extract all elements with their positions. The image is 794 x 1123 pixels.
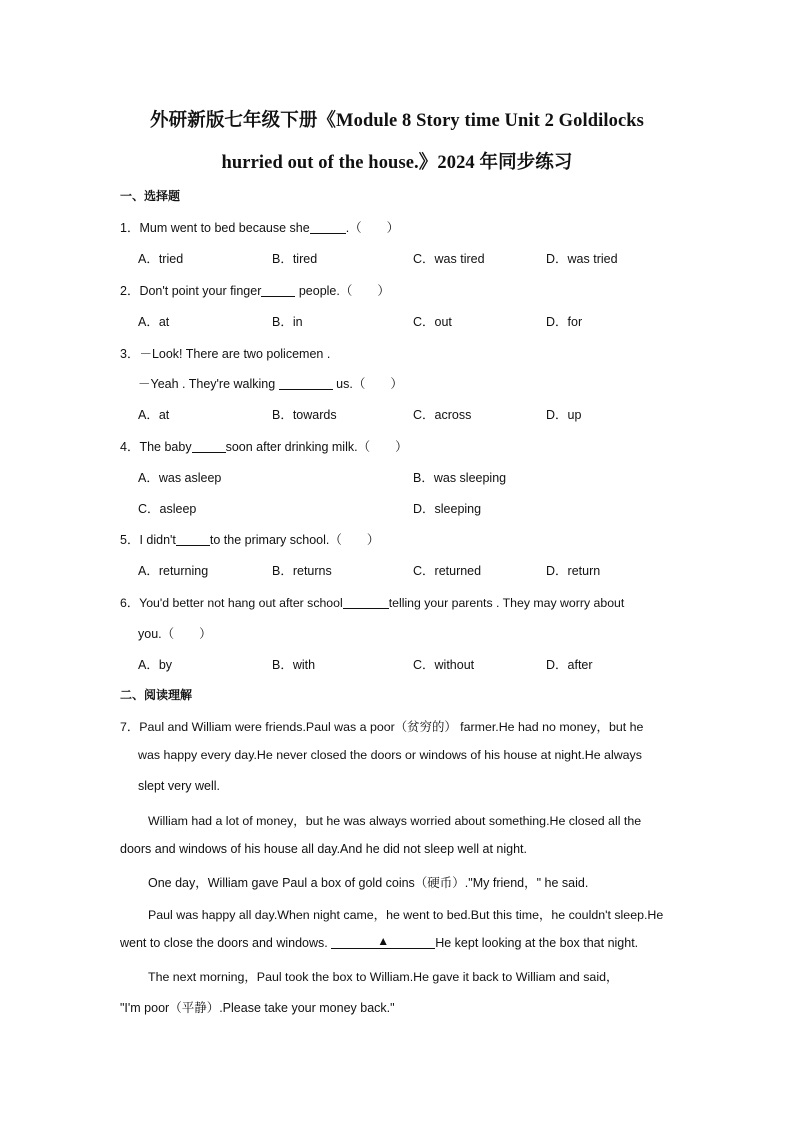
- triangle-marker-icon: ▲: [377, 934, 390, 948]
- question-1-tail: .（ ）: [345, 221, 400, 235]
- answer-blank: [279, 377, 333, 390]
- passage-line: doors and windows of his house all day.And he did not sleep well at night.: [120, 842, 527, 856]
- passage-text: He kept looking at the box that night.: [435, 936, 639, 950]
- option-c[interactable]: C．without: [413, 658, 475, 672]
- answer-blank: [331, 936, 435, 949]
- option-c[interactable]: C．across: [413, 408, 472, 422]
- question-6-text: 6．You'd better not hang out after school: [120, 596, 343, 610]
- question-5: [120, 530, 379, 548]
- page-title-line-2: hurried out of the house.》2024 年同步练习: [221, 153, 573, 173]
- option-b[interactable]: B．returns: [272, 564, 332, 578]
- option-c[interactable]: C．was tired: [413, 252, 485, 266]
- question-3-line-2: [138, 374, 403, 392]
- option-a[interactable]: A．at: [138, 408, 170, 422]
- answer-blank: [310, 221, 346, 234]
- passage-line: The next morning，Paul took the box to William.He gave it back to William and said，: [148, 970, 619, 984]
- option-c[interactable]: C．asleep: [138, 502, 197, 516]
- passage-line: was happy every day.He never closed the doors or windows of his house at night.He always: [138, 748, 642, 762]
- passage-line: [120, 936, 638, 950]
- page-title-line-1: 外研新版七年级下册《Module 8 Story time Unit 2 Goldilocks: [150, 111, 644, 131]
- question-3-line-1: 3．－Look! There are two policemen .: [120, 347, 331, 361]
- answer-blank: [192, 440, 226, 453]
- question-2: [120, 281, 390, 299]
- question-5-text: 5．I didn't: [120, 533, 176, 547]
- question-4-tail: soon after drinking milk.（ ）: [225, 440, 408, 454]
- question-6: [120, 593, 624, 611]
- option-a[interactable]: A．was asleep: [138, 471, 222, 485]
- option-c[interactable]: C．out: [413, 315, 452, 329]
- section-heading-reading: 二、阅读理解: [120, 688, 193, 702]
- question-4: [120, 437, 408, 455]
- question-2-text: 2．Don't point your finger: [120, 284, 262, 298]
- question-5-tail: to the primary school.（ ）: [209, 533, 380, 547]
- option-c[interactable]: C．returned: [413, 564, 482, 578]
- option-d[interactable]: D．return: [546, 564, 601, 578]
- option-b[interactable]: B．in: [272, 315, 303, 329]
- passage-text: went to close the doors and windows.: [120, 936, 332, 950]
- option-b[interactable]: B．tired: [272, 252, 318, 266]
- passage-line: "I'm poor（平静）.Please take your money back.": [120, 1001, 395, 1015]
- question-6-line-2: you.（ ）: [138, 627, 212, 641]
- passage-line: One day，William gave Paul a box of gold coins（硬币）."My friend，" he said.: [148, 876, 589, 890]
- passage-line: William had a lot of money，but he was always worried about something.He closed all the: [148, 814, 642, 828]
- option-d[interactable]: D．was tried: [546, 252, 618, 266]
- question-3-text: －Yeah . They're walking: [138, 377, 279, 391]
- question-2-tail: people.（ ）: [295, 284, 390, 298]
- option-d[interactable]: D．sleeping: [413, 502, 482, 516]
- option-d[interactable]: D．up: [546, 408, 582, 422]
- question-4-text: 4．The baby: [120, 440, 192, 454]
- option-d[interactable]: D．for: [546, 315, 583, 329]
- option-b[interactable]: B．with: [272, 658, 316, 672]
- option-d[interactable]: D．after: [546, 658, 593, 672]
- question-1: [120, 218, 399, 236]
- section-heading-choice: 一、选择题: [120, 189, 181, 203]
- answer-blank: [343, 596, 389, 609]
- question-1-text: 1．Mum went to bed because she: [120, 221, 310, 235]
- passage-line: slept very well.: [138, 779, 220, 793]
- option-a[interactable]: A．by: [138, 658, 173, 672]
- option-b[interactable]: B．was sleeping: [413, 471, 507, 485]
- passage-line: Paul was happy all day.When night came，he went to bed.But this time，he couldn't sleep.He: [148, 908, 664, 922]
- option-a[interactable]: A．returning: [138, 564, 209, 578]
- option-a[interactable]: A．tried: [138, 252, 184, 266]
- question-3-tail: us.（ ）: [332, 377, 403, 391]
- answer-blank: [261, 284, 295, 297]
- option-b[interactable]: B．towards: [272, 408, 337, 422]
- passage-line: 7．Paul and William were friends.Paul was a poor（贫穷的） farmer.He had no money，but he: [120, 720, 644, 734]
- answer-blank: [176, 533, 210, 546]
- option-a[interactable]: A．at: [138, 315, 170, 329]
- question-6-tail: telling your parents . They may worry about: [388, 596, 625, 610]
